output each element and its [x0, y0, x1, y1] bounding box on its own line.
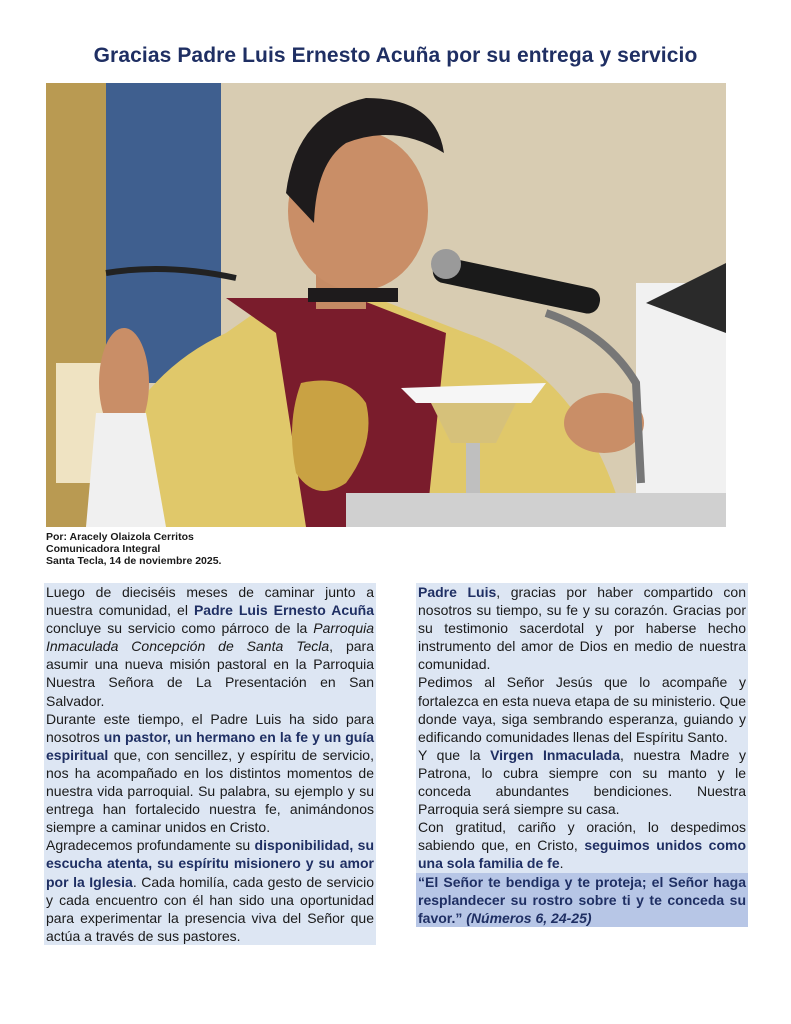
blessing-quote: “El Señor te bendiga y te proteja; el Señor haga resplandecer su rostro sobre ti y te conceda su favor.” (Números 6, 24-25): [418, 873, 746, 926]
byline-place-date: Santa Tecla, 14 de noviembre 2025.: [46, 555, 222, 567]
paragraph: Luego de dieciséis meses de caminar junto a nuestra comunidad, el Padre Luis Ernesto Acuña concluye su servicio como párroco de la Parroquia Inmaculada Concepción de Santa Tecla, para asumir una nueva misión pastoral en la Parroquia Nuestra Señora de La Presentación en San Salvador.: [46, 584, 375, 709]
paragraph: Pedimos al Señor Jesús que lo acompañe y fortalezca en esta nueva etapa de su ministerio. Que donde vaya, siga sembrando esperanza, guiando y edificando comunidades llenas del Espíritu Santo.: [418, 674, 746, 745]
paragraph: Agradecemos profundamente su disponibilidad, su escucha atenta, su espíritu misionero y su amor por la Iglesia. Cada homilía, cada gesto de servicio y cada encuentro con él han sido una oportunidad para experimentar la presencia viva del Señor que actúa a través de sus pastores.: [46, 837, 375, 944]
byline-role: Comunicadora Integral: [46, 543, 161, 555]
priest-photo: [46, 83, 726, 527]
paragraph: Padre Luis, gracias por haber compartido con nosotros su tiempo, su fe y su corazón. Gracias por su testimonio sacerdotal y por haberse hecho instrumento del amor de Dios en medio de nuestra comunidad.: [418, 584, 746, 673]
right-column: [416, 583, 748, 927]
byline-author: Por: Aracely Olaizola Cerritos: [46, 531, 194, 543]
paragraph: Durante este tiempo, el Padre Luis ha sido para nosotros un pastor, un hermano en la fe y un guía espiritual que, con sencillez, y espíritu de servicio, nos ha acompañado en los distintos momentos de nuestra vida parroquial. Su palabra, su ejemplo y su entrega han fortalecido nuestra fe, animándonos siempre a caminar unidos en Cristo.: [46, 710, 374, 836]
byline: [46, 531, 221, 567]
paragraph: Y que la Virgen Inmaculada, nuestra Madre y Patrona, lo cubra siempre con su manto y le conceda abundantes bendiciones. Nuestra Parroquia será siempre su casa.: [418, 746, 746, 818]
article-title: Gracias Padre Luis Ernesto Acuña por su entrega y servicio: [93, 44, 698, 67]
priest-illustration: [46, 83, 726, 527]
paragraph: Con gratitud, cariño y oración, lo despedimos sabiendo que, en Cristo, seguimos unidos como una sola familia de fe.: [418, 819, 746, 872]
left-column: [44, 583, 376, 945]
